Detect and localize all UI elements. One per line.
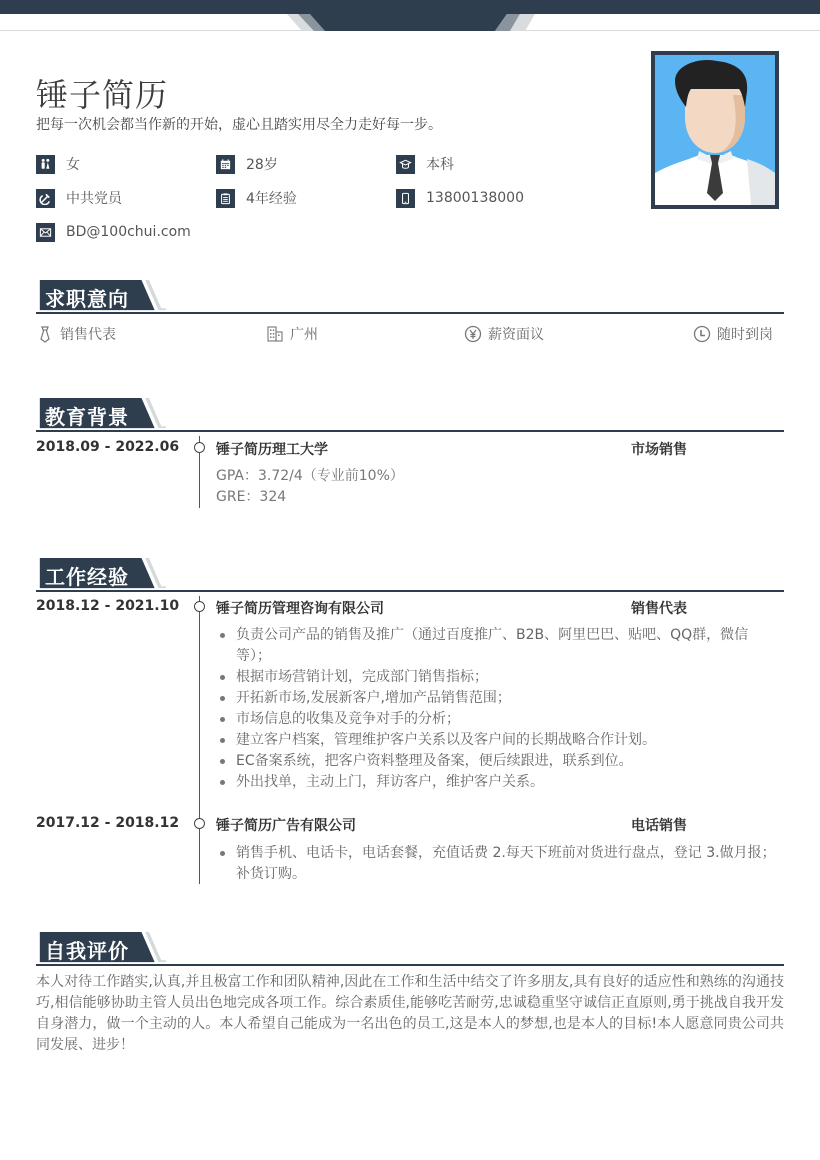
info-experience-value: 4年经验 [246, 191, 297, 207]
clipboard-icon [216, 189, 235, 208]
timeline-dot [194, 442, 205, 453]
info-experience [216, 188, 297, 208]
section-rule [36, 312, 784, 314]
duty-item: 外出找单，主动上门，拜访客户，维护客户关系。 [216, 772, 776, 793]
section-rule [36, 430, 784, 432]
work-date: 2017.12 - 2018.12 [36, 815, 180, 831]
graduation-cap-icon [396, 155, 415, 174]
gender-icon [36, 155, 55, 174]
education-detail-gpa: GPA：3.72/4（专业前10%） [216, 468, 404, 484]
section-title: 教育背景 [45, 405, 129, 429]
top-banner-tab [0, 0, 820, 32]
building-icon [266, 325, 284, 343]
section-header-work [36, 558, 784, 592]
intent-city [266, 324, 318, 344]
info-age-value: 28岁 [246, 157, 278, 173]
timeline-line [199, 596, 200, 884]
intent-availability [693, 324, 773, 344]
duty-item: 根据市场营销计划，完成部门销售指标； [216, 667, 776, 688]
intent-position [36, 324, 116, 344]
major: 市场销售 [631, 442, 687, 458]
intent-salary-value: 薪资面议 [488, 327, 544, 343]
duty-item: EC备案系统，把客户资料整理及备案，便后续跟进，联系到位。 [216, 751, 776, 772]
profile-photo [651, 51, 779, 209]
section-title: 自我评价 [45, 939, 129, 963]
party-emblem-icon [36, 189, 55, 208]
duty-item: 销售手机、电话卡，电话套餐，充值话费 2.每天下班前对货进行盘点，登记 3.做月报；补货订购。 [216, 843, 776, 885]
resume-name: 锤子简历 [36, 76, 169, 114]
school-name: 锤子简历理工大学 [216, 442, 328, 458]
work-duties [216, 625, 776, 793]
info-gender-value: 女 [66, 157, 80, 173]
section-header-job-intent [36, 280, 784, 314]
education-date: 2018.09 - 2022.06 [36, 439, 180, 455]
motto: 把每一次机会都当作新的开始，虚心且踏实用尽全力走好每一步。 [36, 117, 442, 133]
section-header-self-evaluation [36, 932, 784, 966]
company-name: 锤子简历广告有限公司 [216, 818, 356, 834]
info-education-value: 本科 [426, 157, 454, 173]
duty-item: 建立客户档案，管理维护客户关系以及客户间的长期战略合作计划。 [216, 730, 776, 751]
info-email [36, 222, 191, 242]
section-title: 工作经验 [45, 565, 129, 589]
section-title: 求职意向 [45, 287, 129, 311]
avatar [655, 55, 775, 205]
info-education [396, 154, 454, 174]
section-rule [36, 964, 784, 966]
info-political-value: 中共党员 [66, 191, 122, 207]
calendar-icon [216, 155, 235, 174]
section-rule [36, 590, 784, 592]
duty-item: 市场信息的收集及竞争对手的分析； [216, 709, 776, 730]
mail-icon [36, 223, 55, 242]
timeline-dot [194, 818, 205, 829]
section-header-education [36, 398, 784, 432]
info-gender [36, 154, 80, 174]
info-email-value[interactable]: BD@100chui.com [66, 224, 191, 240]
intent-city-value: 广州 [290, 327, 318, 343]
tie-icon [36, 325, 54, 343]
info-phone-value[interactable]: 13800138000 [426, 190, 524, 206]
self-evaluation-text: 本人对待工作踏实,认真,并且极富工作和团队精神,因此在工作和生活中结交了许多朋友,具有良好的适应性和熟练的沟通技巧,相信能够协助主管人员出色地完成各项工作。综合素质佳,能够吃苦耐劳,忠诚稳重坚守诚信正直原则,勇于挑战自我开发自身潜力，做一个主动的人。本人希望自己能成为一名出色的员工,这是本人的梦想,也是本人的目标!本人愿意同贵公司共同发展、进步！ [36, 974, 784, 1053]
info-phone [396, 188, 524, 208]
yen-icon [464, 325, 482, 343]
intent-availability-value: 随时到岗 [717, 327, 773, 343]
job-role: 电话销售 [631, 818, 687, 834]
intent-salary [464, 324, 544, 344]
company-name: 锤子简历管理咨询有限公司 [216, 601, 384, 617]
work-date: 2018.12 - 2021.10 [36, 598, 180, 614]
duty-item: 开拓新市场,发展新客户,增加产品销售范围； [216, 688, 776, 709]
job-intent-row [36, 324, 784, 344]
timeline-dot [194, 601, 205, 612]
phone-icon [396, 189, 415, 208]
education-detail-gre: GRE：324 [216, 489, 287, 505]
job-role: 销售代表 [631, 601, 687, 617]
intent-position-value: 销售代表 [60, 327, 116, 343]
duty-item: 负责公司产品的销售及推广（通过百度推广、B2B、阿里巴巴、贴吧、QQ群，微信等）； [216, 625, 776, 667]
work-duties [216, 843, 776, 885]
clock-icon [693, 325, 711, 343]
info-political [36, 188, 122, 208]
info-age [216, 154, 278, 174]
